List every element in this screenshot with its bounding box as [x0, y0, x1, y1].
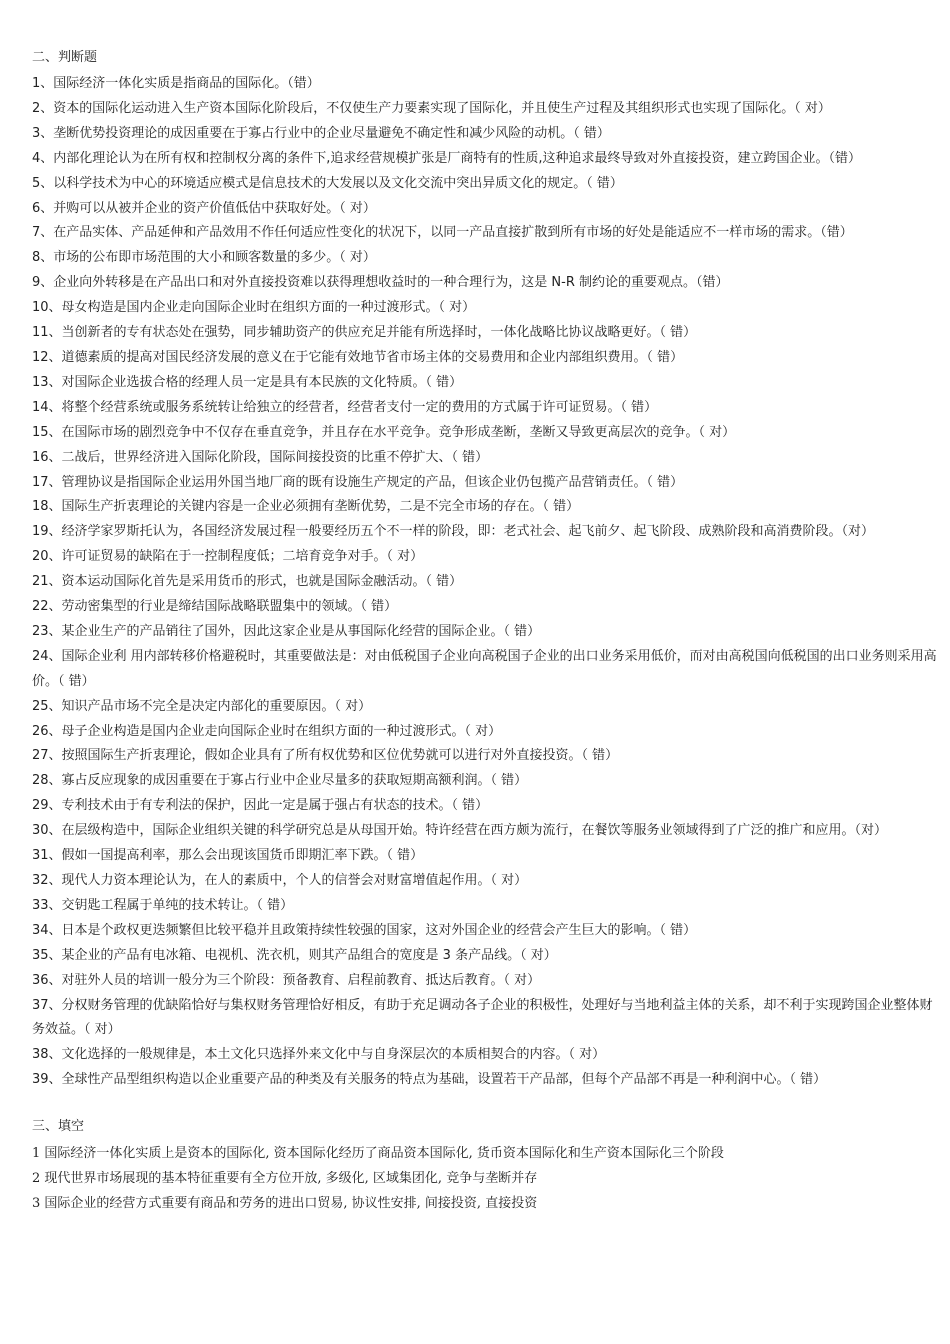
- judgment-item: 2、资本的国际化运动进入生产资本国际化阶段后，不仅使生产力要素实现了国际化，并且使生产过程及其组织形式也实现了国际化。（ 对）: [32, 100, 831, 116]
- judgment-item: 26、母子企业构造是国内企业走向国际企业时在组织方面的一种过渡形式。（ 对）: [32, 723, 502, 739]
- judgment-item: 17、管理协议是指国际企业运用外国当地厂商的既有设施生产规定的产品，但该企业仍包揽产品营销责任。（ 错）: [32, 474, 684, 490]
- judgment-item: 38、文化选择的一般规律是，本土文化只选择外来文化中与自身深层次的本质相契合的内容。（ 对）: [32, 1047, 606, 1063]
- judgment-item: 25、知识产品市场不完全是决定内部化的重要原因。（ 对）: [32, 698, 372, 714]
- judgment-item: 15、在国际市场的剧烈竞争中不仅存在垂直竞争，并且存在水平竞争。竞争形成垄断，垄断又导致更高层次的竞争。（ 对）: [32, 424, 736, 440]
- judgment-item: 22、劳动密集型的行业是缔结国际战略联盟集中的领域。（ 错）: [32, 599, 398, 615]
- judgment-item: 27、按照国际生产折衷理论，假如企业具有了所有权优势和区位优势就可以进行对外直接投资。（ 错）: [32, 748, 619, 764]
- judgment-item: 1、国际经济一体化实质是指商品的国际化。（错）: [32, 76, 320, 91]
- judgment-item: 32、现代人力资本理论认为，在人的素质中，个人的信誉会对财富增值起作用。（ 对）: [32, 873, 528, 888]
- judgment-item: 21、资本运动国际化首先是采用货币的形式，也就是国际金融活动。（ 错）: [32, 574, 463, 590]
- fill-item: 3 国际企业的经营方式重要有商品和劳务的进出口贸易, 协议性安排, 间接投资, 直接投资: [32, 1196, 538, 1212]
- judgment-section-title: 二、判断题: [32, 50, 98, 65]
- judgment-item: 29、专利技术由于有专利法的保护，因此一定是属于强占有状态的技术。（ 错）: [32, 798, 489, 814]
- judgment-item: 4、内部化理论认为在所有权和控制权分离的条件下,追求经营规模扩张是厂商特有的性质,这种追求最终导致对外直接投资，建立跨国企业。（错）: [32, 150, 862, 166]
- judgment-item: 36、对驻外人员的培训一般分为三个阶段：预备教育、启程前教育、抵达后教育。（ 对）: [32, 972, 541, 988]
- judgment-item: 8、市场的公布即市场范围的大小和顾客数量的多少。（ 对）: [32, 250, 376, 266]
- judgment-item: 34、日本是个政权更迭频繁但比较平稳并且政策持续性较强的国家，这对外国企业的经营会产生巨大的影响。（ 错）: [32, 922, 697, 938]
- judgment-item: 7、在产品实体、产品延伸和产品效用不作任何适应性变化的状况下，以同一产品直接扩散到所有市场的好处是能适应不一样市场的需求。（错）: [32, 225, 853, 241]
- judgment-item: 39、全球性产品型组织构造以企业重要产品的种类及有关服务的特点为基础，设置若干产品部，但每个产品部不再是一种利润中心。（ 错）: [32, 1072, 827, 1088]
- judgment-item: 33、交钥匙工程属于单纯的技术转让。（ 错）: [32, 897, 294, 913]
- section-gap: [32, 1093, 942, 1117]
- judgment-item: 28、寡占反应现象的成因重要在于寡占行业中企业尽量多的获取短期高额利润。（ 错）: [32, 773, 528, 789]
- judgment-item: 10、母女构造是国内企业走向国际企业时在组织方面的一种过渡形式。（ 对）: [32, 300, 476, 316]
- judgment-list: [32, 72, 942, 1093]
- judgment-item: 23、某企业生产的产品销往了国外，因此这家企业是从事国际化经营的国际企业。（ 错）: [32, 623, 541, 639]
- fill-section-title: 三、填空: [32, 1119, 85, 1135]
- judgment-item: 5、以科学技术为中心的环境适应模式是信息技术的大发展以及文化交流中突出异质文化的规定。（ 错）: [32, 175, 623, 191]
- judgment-item: 30、在层级构造中，国际企业组织关键的科学研究总是从母国开始。特许经营在西方颇为流行，在餐饮等服务业领域得到了广泛的推广和应用。（对）: [32, 823, 888, 839]
- judgment-item: 35、某企业的产品有电冰箱、电视机、洗衣机，则其产品组合的宽度是 3 条产品线。（ 对）: [32, 947, 557, 963]
- judgment-item: 14、将整个经营系统或服务系统转让给独立的经营者，经营者支付一定的费用的方式属于许可证贸易。（ 错）: [32, 399, 658, 415]
- document-content: [32, 48, 942, 1216]
- judgment-item: 9、企业向外转移是在产品出口和对外直接投资难以获得理想收益时的一种合理行为，这是 N-R 制约论的重要观点。（错）: [32, 275, 729, 291]
- judgment-item: 31、假如一国提高利率，那么会出现该国货币即期汇率下跌。（ 错）: [32, 848, 424, 864]
- judgment-item: 12、道德素质的提高对国民经济发展的意义在于它能有效地节省市场主体的交易费用和企业内部组织费用。（ 错）: [32, 349, 684, 365]
- judgment-item: 16、二战后，世界经济进入国际化阶段，国际间接投资的比重不停扩大、（ 错）: [32, 449, 489, 465]
- judgment-item: 13、对国际企业选拔合格的经理人员一定是具有本民族的文化特质。（ 错）: [32, 374, 463, 390]
- judgment-item: 19、经济学家罗斯托认为，各国经济发展过程一般要经历五个不一样的阶段，即：老式社会、起飞前夕、起飞阶段、成熟阶段和高消费阶段。（对）: [32, 524, 875, 540]
- judgment-item: 20、许可证贸易的缺陷在于一控制程度低；二培育竞争对手。（ 对）: [32, 549, 424, 565]
- judgment-item: 37、分权财务管理的优缺陷恰好与集权财务管理恰好相反，有助于充足调动各子企业的积极性，处理好与当地利益主体的关系，却不利于实现跨国企业整体财务效益。（ 对）: [32, 997, 933, 1038]
- judgment-item: 24、国际企业利 用内部转移价格避税时，其重要做法是：对由低税国子企业向高税国子企业的出口业务采用低价，而对由高税国向低税国的出口业务则采用高价。（ 错）: [32, 648, 937, 689]
- judgment-item: 6、并购可以从被并企业的资产价值低估中获取好处。（ 对）: [32, 200, 376, 216]
- fill-item: 2 现代世界市场展现的基本特征重要有全方位开放, 多级化, 区域集团化, 竞争与垄断并存: [32, 1171, 538, 1187]
- judgment-item: 11、当创新者的专有状态处在强势，同步辅助资产的供应充足并能有所选择时，一体化战略比协议战略更好。（ 错）: [32, 325, 697, 341]
- fill-list: [32, 1141, 942, 1216]
- judgment-item: 18、国际生产折衷理论的关键内容是一企业必须拥有垄断优势，二是不完全市场的存在。（ 错）: [32, 499, 580, 515]
- judgment-item: 3、垄断优势投资理论的成因重要在于寡占行业中的企业尽量避免不确定性和减少风险的动机。（ 错）: [32, 125, 610, 141]
- fill-item: 1 国际经济一体化实质上是资本的国际化, 资本国际化经历了商品资本国际化, 货币资本国际化和生产资本国际化三个阶段: [32, 1146, 724, 1162]
